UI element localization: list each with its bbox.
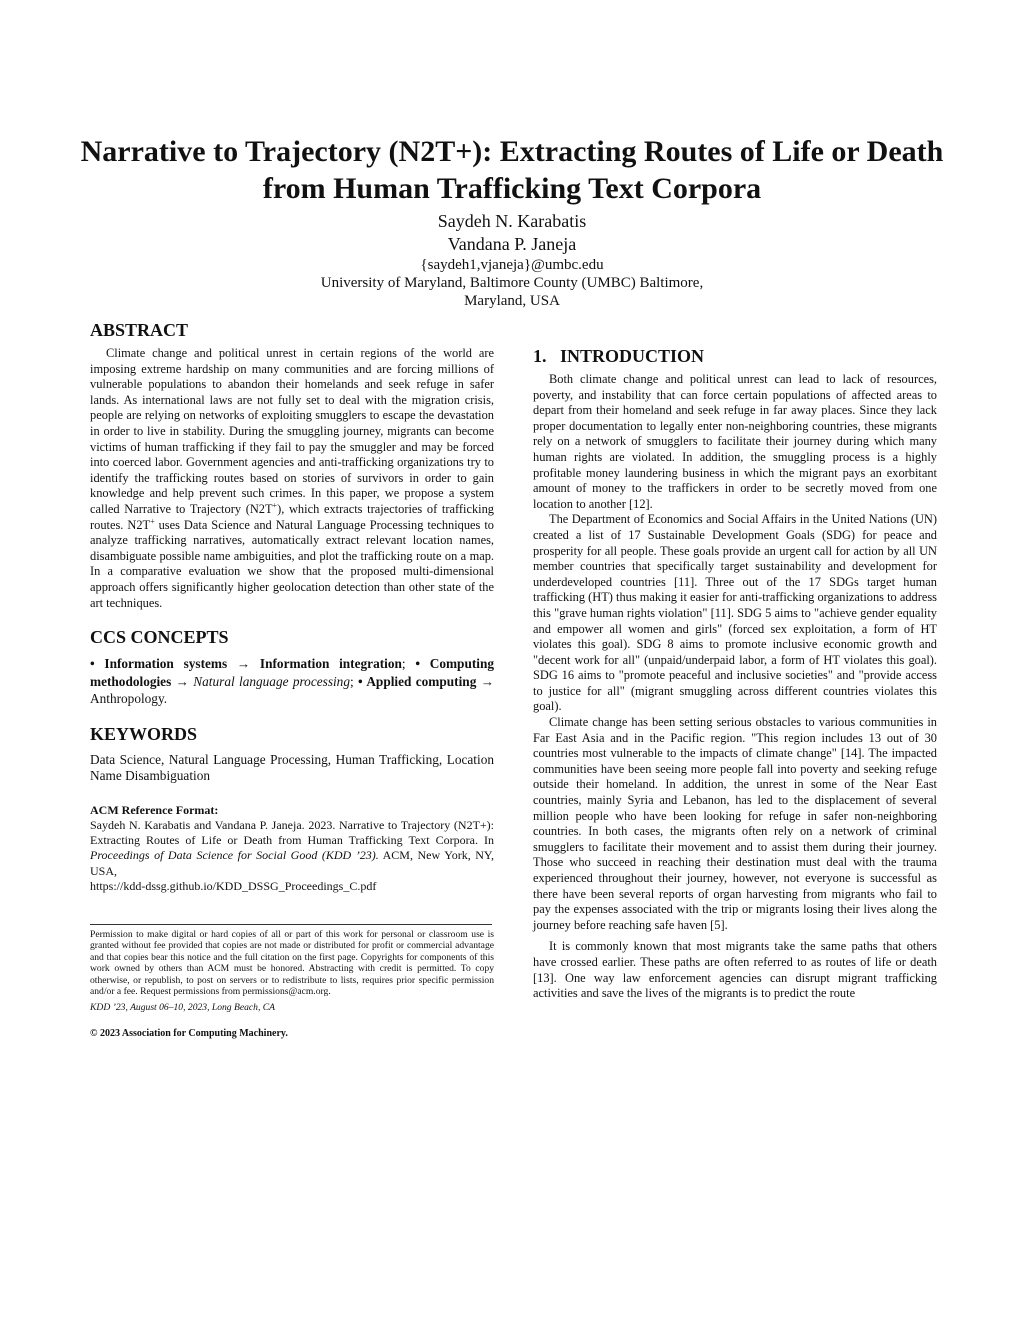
intro-paragraph-4: It is commonly known that most migrants take the same paths that others have crossed earlier. These paths are often referred to as routes of life or death [13]. One way law enforcement agencies can disrupt migrant trafficking activities and save the lives of the migrants is to predict the route — [533, 939, 937, 1001]
author-name-2: Vandana P. Janeja — [447, 234, 577, 254]
acm-reference-text: Saydeh N. Karabatis and Vandana P. Janeja. 2023. Narrative to Trajectory (N2T+): Extracting Routes of Life or Death from Human Trafficking Text Corpora. In Proceedings of Data Science for Social Good (KDD ’23). ACM, New York, NY, USA, https://kdd-dssg.github.io/KDD_DSSG_Proceedings_C.pdf — [90, 818, 495, 893]
author-block — [200, 210, 824, 310]
left-column — [90, 318, 494, 1040]
right-column — [533, 344, 937, 1002]
affiliation-line-1: University of Maryland, Baltimore County (UMBC) Baltimore, — [320, 275, 704, 291]
paper-title: Narrative to Trajectory (N2T+): Extracting Routes of Life or Death from Human Trafficking Text Corpora — [80, 135, 944, 205]
acm-reference-url[interactable]: https://kdd-dssg.github.io/KDD_DSSG_Proceedings_C.pdf — [90, 878, 377, 893]
ccs-concepts-text: • Information systems → Information integration; • Computing methodologies → Natural language processing; • Applied computing → Anthropology. — [90, 656, 495, 707]
affiliation-line-2: Maryland, USA — [464, 293, 560, 309]
author-email: {saydeh1,vjaneja}@umbc.edu — [420, 257, 604, 273]
abstract-text: Climate change and political unrest in certain regions of the world are imposing extreme hardship on many communities and are forcing millions of vulnerable populations to abandon their homelands and seek refuge in safer lands. As international laws are not fully set to deal with the migration crisis, people are relying on networks of exploiting smugglers to escape the devastation in order to live in stability. During the smuggling journey, migrants can become victims of human trafficking if they fail to pay the smuggler and may be forced into coerced labor. Government agencies and anti-trafficking organizations try to identify the trafficking routes based on stories of survivors in order to gain knowledge and help prevent such crimes. In this paper, we propose a system called Narrative to Trajectory (N2T+), which extracts trajectories of trafficking routes. N2T+ uses Data Science and Natural Language Processing techniques to analyze trafficking narratives, automatically extract relevant location names, disambiguate possible name ambiguities, and plot the trafficking route on a map. In a comparative evaluation we show that the proposed multi-dimensional approach offers significantly higher geolocation detection than other state of the art techniques. — [90, 346, 494, 610]
author-name-1: Saydeh N. Karabatis — [437, 211, 587, 231]
footnote-divider — [90, 924, 492, 925]
keywords-heading: KEYWORDS — [90, 723, 198, 744]
intro-paragraph-1: Both climate change and political unrest can lead to lack of resources, poverty, and instability that can force certain populations of affected areas to depart from their homeland and seek refuge in far away places. Since they lack proper documentation to legally enter non-neighboring countries, these migrants rely on a network of smugglers to facilitate their journey during which many human rights are violated. In addition, the smuggling process is a highly profitable money laundering business in which the migrant pays an exorbitant amount of money to the traffickers in order to be secretly moved from one location to another [12]. — [533, 372, 937, 511]
intro-paragraph-3: Climate change has been setting serious obstacles to various communities in Far East Asia and in the Pacific region. "This region includes 13 out of 30 countries most vulnerable to the impacts of climate change" [14]. The impacted communities have been seeing more people fall into poverty and seeking refuge outside their homeland. In addition, the unrest in some of the Near East countries, mainly Syria and Lebanon, has led to the displacement of several million people who have been looking for refuge in safer non-neighboring countries. In both cases, the migrants often rely on a network of criminal smugglers to facilitate their movement and to assist them during their journey. Those who succeed in reaching their destination must deal with the trauma experienced throughout their journey, however, not everyone is successful as there have been several reports of organ harvesting from migrants who fail to pay the expenses associated with the trip or migrants losing their lives along the journey before reaching safe haven [5]. — [533, 715, 937, 932]
keywords-text: Data Science, Natural Language Processing, Human Trafficking, Location Name Disambiguation — [90, 751, 494, 784]
acm-reference-heading: ACM Reference Format: — [90, 803, 219, 818]
introduction-heading: 1. INTRODUCTION — [533, 346, 705, 366]
intro-paragraph-2: The Department of Economics and Social Affairs in the United Nations (UN) created a list of 17 Sustainable Development Goals (SDG) for peace and prosperity for all people. These goals provide an urgent call for action by all UN member countries that specifically target sustainability and development for underdeveloped countries [11]. Three out of the 17 SDGs target human trafficking (HT) thus making it easier for anti-trafficking organizations to address this "grave human rights violation" [11]. SDG 5 aims to "achieve gender equality and empower all women and girls" (forced sex exploitation, a form of HT violates this goal). SDG 8 aims to promote inclusive economic growth and "decent work for all" (unpaid/underpaid labor, a form of HT violates this goal). SDG 16 aims to "promote peaceful and inclusive societies" and "provide access to justice for all" (migrant smuggling across different countries violates this goal). — [533, 512, 937, 714]
abstract-heading: ABSTRACT — [90, 320, 189, 340]
copyright-notice: © 2023 Association for Computing Machinery. — [90, 1027, 288, 1039]
ccs-concepts-heading: CCS CONCEPTS — [90, 627, 229, 648]
permission-notice: Permission to make digital or hard copies of all or part of this work for personal or classroom use is granted without fee provided that copies are not made or distributed for profit or commercial advantage and that copies bear this notice and the full citation on the first page. Copyrights for components of this work owned by others than ACM must be honored. Abstracting with credit is permitted. To copy otherwise, or republish, to post on servers or to redistribute to lists, requires prior specific permission and/or a fee. Request permissions from permissions@acm.org. — [90, 929, 494, 998]
conference-info: KDD ’23, August 06–10, 2023, Long Beach, CA — [90, 1001, 276, 1013]
